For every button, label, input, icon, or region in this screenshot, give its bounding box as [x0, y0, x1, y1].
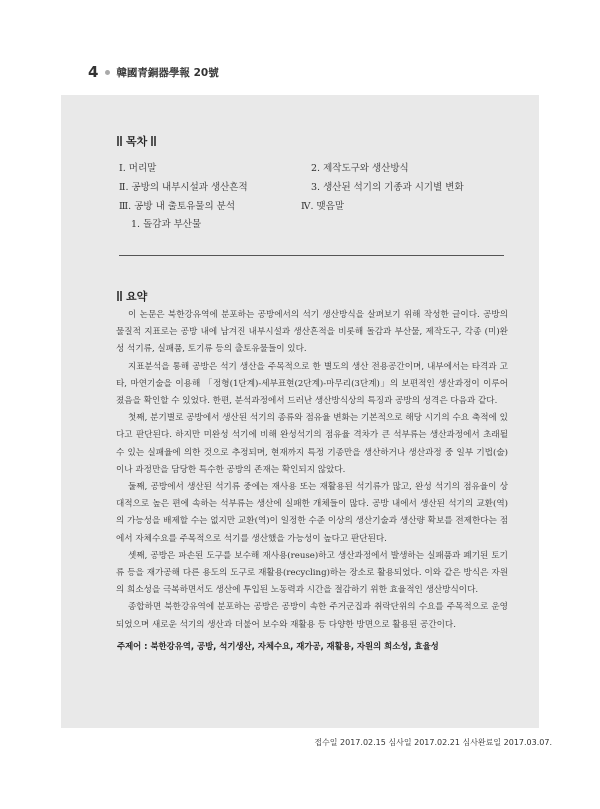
- journal-title: 韓國青銅器學報 20號: [116, 66, 219, 79]
- abstract-paragraph: 이 논문은 북한강유역에 분포하는 공방에서의 석기 생산방식을 살펴보기 위해 작성한 글이다. 공방의 물질적 지표로는 공방 내에 남겨진 내부시설과 생산흔적을 비롯해 돌감과 부산물, 제작도구, 각종 (미)완성 석기류, 실패품, 토기류 등의 출토유물들이 있다.: [116, 310, 508, 355]
- abstract-paragraph: 첫째, 분기별로 공방에서 생산된 석기의 종류와 점유율 변화는 기본적으로 해당 시기의 수요 축적에 있다고 판단된다. 하지만 미완성 석기에 비해 완성석기의 점유율 격차가 큰 석부류는 생산과정에서 초래될 수 있는 실패율에 의한 것으로 추정되며, 현재까지 특정 기종만을 생산하거나 생산과정 중 일부 기법(술)이나 과정만을 담당한 특수한 공방의 존재는 확인되지 않았다.: [116, 413, 508, 475]
- abstract-title: 요약: [126, 290, 148, 303]
- abstract-body: [116, 307, 508, 634]
- toc-title: 목차: [126, 135, 148, 148]
- toc-item: Ⅲ. 공방 내 출토유물의 분석: [119, 201, 236, 212]
- abstract-paragraph: 지표분석을 통해 공방은 석기 생산을 주목적으로 한 별도의 생산 전용공간이며, 내부에서는 타격과 고타, 마연기술을 이용해 「정형(1단계)-세부표현(2단계)-마무리(3단계)」의 보편적인 생산과정이 이루어졌음을 확인할 수 있었다. 한편, 분석과정에서 드러난 생산방식상의 특징과 공방의 성격은 다음과 같다.: [116, 361, 508, 407]
- toc-heading: [117, 133, 157, 149]
- heading-mark-left-2: [120, 291, 122, 301]
- heading-mark-right: [151, 136, 153, 146]
- abstract-paragraph: 둘째, 공방에서 생산된 석기류 중에는 재사용 또는 재활용된 석기류가 많고, 완성 석기의 점유율이 상대적으로 높은 편에 속하는 석부류는 생산에 실패한 개체들이 많다. 공방 내에서 생산된 석기의 교환(역)의 가능성을 배제할 수는 없지만 교환(역)이 일정한 수준 이상의 생산기술과 생산량 확보를 전제한다는 점에서 자체수요를 주목적으로 석기를 생산했을 가능성이 높다고 판단된다.: [116, 482, 508, 544]
- abstract-heading: [117, 288, 147, 304]
- heading-mark-left-2: [120, 136, 122, 146]
- toc-item: 3. 생산된 석기의 기종과 시기별 변화: [311, 182, 464, 193]
- abstract-paragraph: 종합하면 북한강유역에 분포하는 공방은 공방이 속한 주거군집과 취락단위의 수요를 주목적으로 운영되었으며 새로운 석기의 생산과 더불어 보수와 재활용 등 다양한 방면으로 활용된 공간이다.: [116, 602, 508, 630]
- divider: [119, 255, 504, 256]
- abstract-paragraph: 셋째, 공방은 파손된 도구를 보수해 재사용(reuse)하고 생산과정에서 발생하는 실패품과 폐기된 토기류 등을 재가공해 다른 용도의 도구로 재활용(recycling)하는 장소로 활용되었다. 이와 같은 방식은 자원의 희소성을 극복하면서도 생산에 투입된 노동력과 시간을 절감하기 위한 효율적인 생산방식이다.: [116, 550, 508, 596]
- heading-mark-right-2: [154, 136, 156, 146]
- submission-dates: 접수일 2017.02.15 심사일 2017.02.21 심사완료일 2017.03.07.: [314, 738, 552, 747]
- running-header: [88, 63, 219, 81]
- toc-item: Ⅰ. 머리말: [119, 163, 157, 174]
- toc-item: Ⅱ. 공방의 내부시설과 생산흔적: [119, 182, 248, 193]
- toc-item: 1. 돌감과 부산물: [131, 219, 202, 230]
- toc-item: Ⅳ. 맺음말: [301, 201, 345, 212]
- heading-mark-left: [117, 291, 119, 301]
- heading-mark-left: [117, 136, 119, 146]
- keywords: 주제어 : 북한강유역, 공방, 석기생산, 자체수요, 재가공, 재활용, 자원의 희소성, 효율성: [117, 641, 439, 651]
- page-number: 4: [88, 63, 99, 81]
- toc-item: 2. 제작도구와 생산방식: [311, 163, 409, 174]
- bullet-dot: [105, 70, 110, 75]
